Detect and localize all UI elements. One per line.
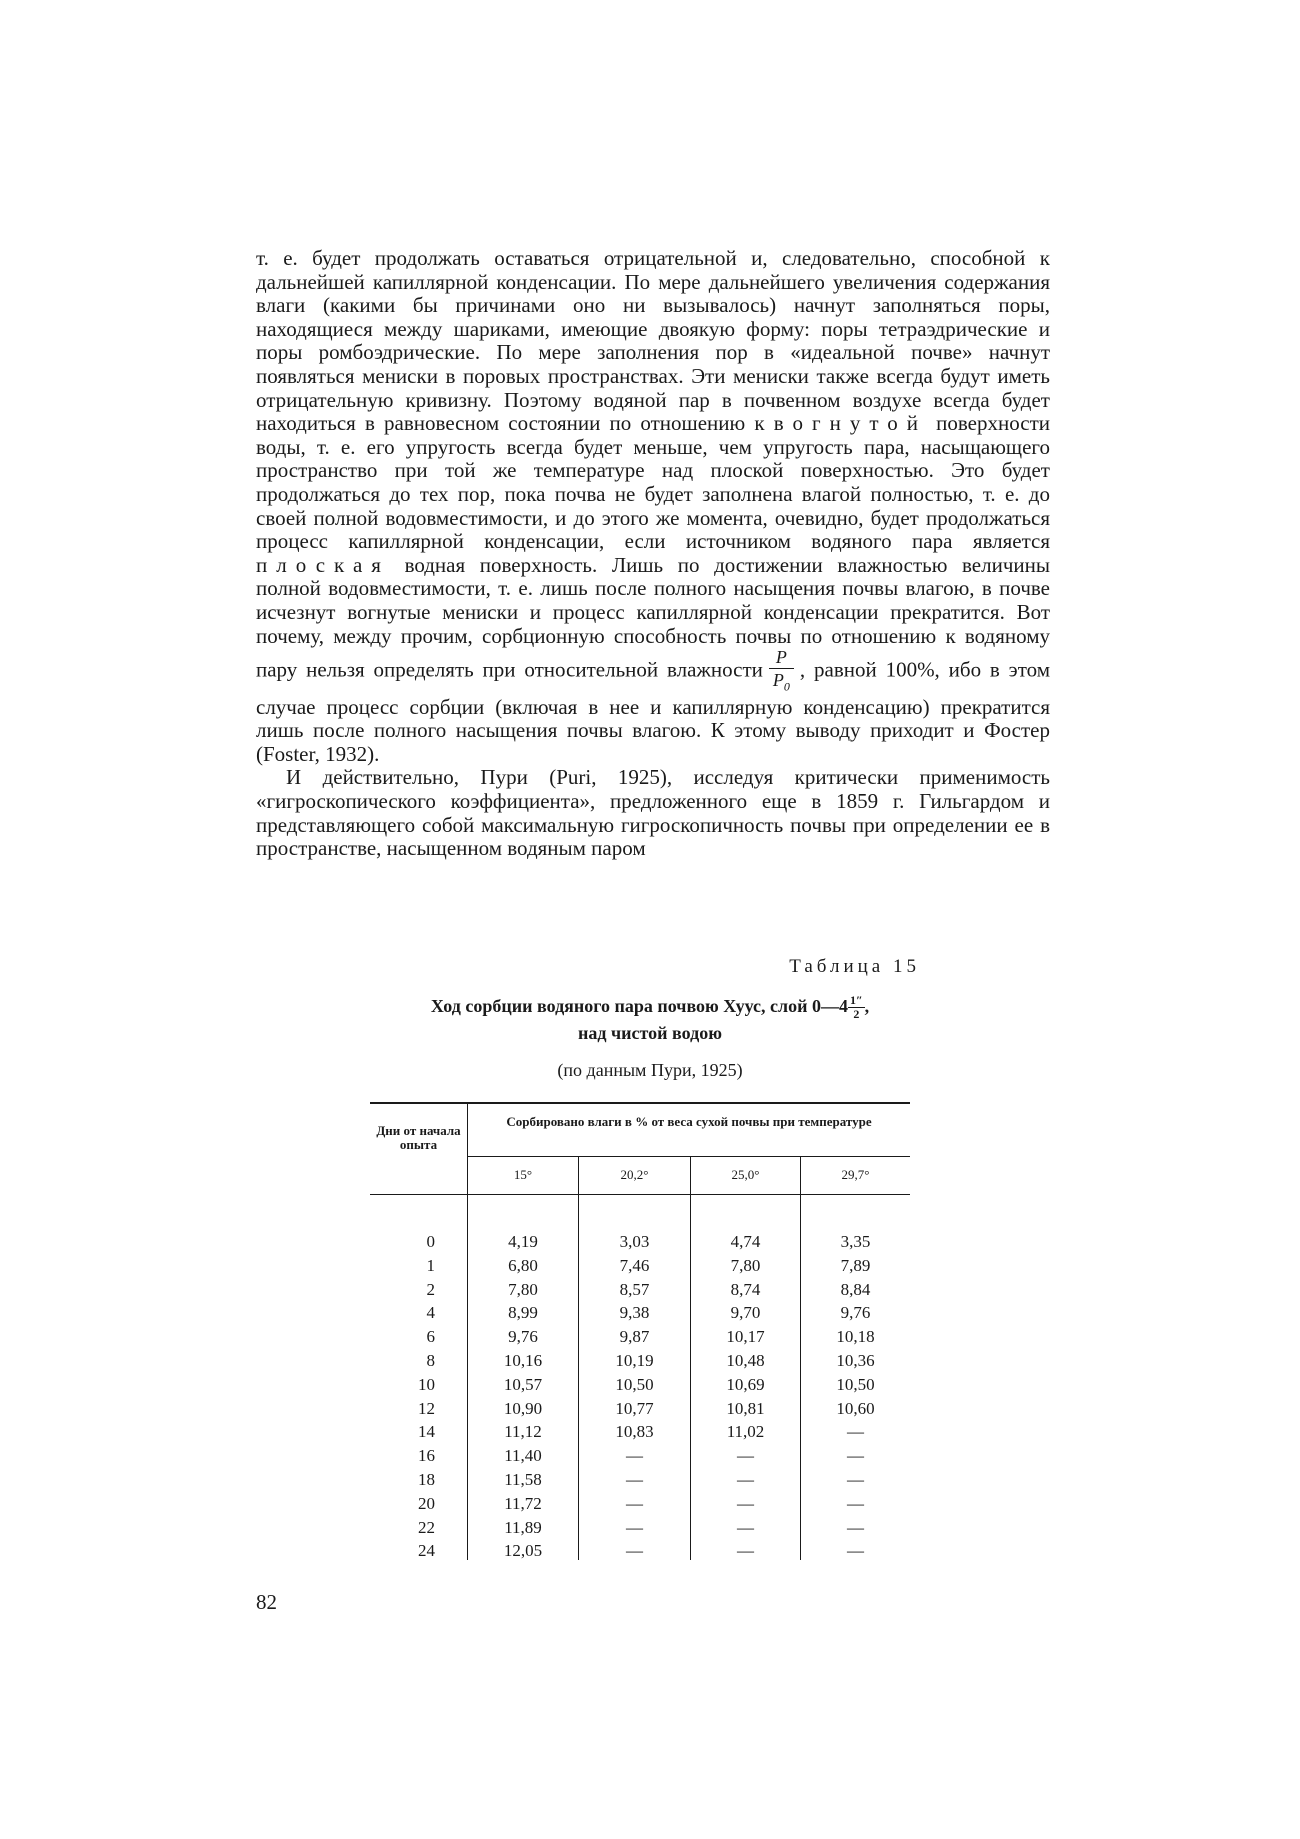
table-cell-value: — — [737, 1493, 754, 1513]
table-cell-value: 7,80 — [730, 1255, 761, 1275]
table-cell-value: 4,19 — [508, 1232, 538, 1251]
table-cell-days: 22 — [418, 1517, 435, 1537]
table-cell-value: — — [737, 1470, 754, 1489]
table-cell-value: 10,50 — [836, 1374, 875, 1394]
table-cell-value: — — [847, 1493, 864, 1513]
fraction-p-over-p0 — [769, 648, 794, 696]
table-cell-value: 9,76 — [508, 1327, 538, 1347]
table-cell-days: 10 — [418, 1374, 435, 1394]
fraction-denominator-base: P — [772, 670, 784, 691]
table-cell-value: 10,48 — [726, 1351, 765, 1370]
table-cell-days: 14 — [418, 1422, 435, 1442]
table-cell-value: 11,72 — [504, 1493, 542, 1513]
table-cell-value: 11,02 — [726, 1422, 765, 1442]
temp-header-2: 25,0° — [731, 1167, 760, 1182]
column-header-group: Сорбировано влаги в % от веса сухой почвы при температуре — [506, 1114, 872, 1129]
table-cell-value: 10,36 — [836, 1351, 875, 1370]
table-cell-value: 10,90 — [503, 1398, 543, 1418]
table-cell-value: — — [626, 1541, 643, 1561]
table-cell-value: 9,38 — [619, 1303, 650, 1323]
paragraph-1-part-2: поверхности воды, т. е. его упругость всегда будет меньше, чем упругость пара, насыщающего пространство при той же температуре над плоской поверхностью. Это будет продолжаться до тех пор, пока почва не будет заполнена влагой полностью, т. е. до своей полной водовместимости, и до этого же момента, очевидно, будет продолжаться процесс капиллярной конденсации, если источником водяного пара является — [256, 411, 1050, 554]
table-cell-value: — — [847, 1470, 864, 1489]
temp-header-1: 20,2° — [620, 1167, 649, 1182]
sorption-table — [370, 1102, 910, 1562]
table-cell-value: 9,87 — [619, 1327, 650, 1347]
temp-header-3: 29,7° — [841, 1167, 870, 1182]
table-cell-value: 11,40 — [504, 1446, 542, 1466]
table-cell-value: 10,19 — [615, 1351, 654, 1370]
table-cell-value: 7,80 — [508, 1279, 538, 1299]
table-top-rule — [370, 1102, 910, 1104]
table-cell-value: 11,12 — [504, 1422, 542, 1442]
table-cell-days: 16 — [418, 1446, 435, 1466]
table-cell-value: 10,81 — [726, 1398, 765, 1418]
table-title-fraction-den: 2 — [853, 1007, 860, 1022]
table-cell-value: — — [847, 1541, 864, 1561]
table-cell-value: 8,74 — [730, 1279, 761, 1299]
table-cell-days: 12 — [418, 1398, 435, 1418]
table-cell-value: 10,83 — [615, 1422, 654, 1442]
table-cell-value: — — [626, 1470, 643, 1489]
table-cell-value: — — [737, 1517, 754, 1537]
table-cell-value: 9,70 — [730, 1303, 761, 1323]
table-cell-value: 12,05 — [503, 1541, 543, 1561]
table-cell-value: 3,03 — [619, 1232, 650, 1251]
table-cell-value: 10,69 — [726, 1374, 765, 1394]
table-cell-value: 6,80 — [508, 1255, 538, 1275]
table-cell-value: — — [737, 1446, 754, 1466]
paragraph-1 — [256, 247, 1050, 766]
table-cell-value: — — [847, 1422, 864, 1442]
table-cell-value: — — [626, 1446, 643, 1466]
table-title-line-2: над чистой водою — [578, 1023, 722, 1044]
table-header-rule — [370, 1194, 910, 1195]
table-cell-value: — — [626, 1517, 643, 1537]
spaced-word-flat: плоская — [256, 552, 390, 577]
spaced-word-concave: вогнутой — [773, 411, 927, 436]
table-cell-days: 24 — [418, 1541, 435, 1561]
table-cell-value: 8,57 — [619, 1279, 650, 1299]
table-cell-value: — — [847, 1446, 864, 1466]
table-group-rule — [468, 1156, 910, 1157]
table-cell-value: 3,35 — [840, 1232, 871, 1251]
main-text — [256, 247, 1050, 861]
table-cell-days: 4 — [426, 1303, 435, 1323]
table-cell-value: 4,74 — [730, 1232, 761, 1251]
table-title-fraction — [848, 994, 865, 1021]
table-title-part-1: Ход сорбции водяного пара почвою Хуус, слой 0—4 — [430, 996, 849, 1016]
table-cell-value: 10,77 — [615, 1398, 654, 1418]
table-cell-value: 7,46 — [619, 1255, 650, 1275]
table-number: Таблица 15 — [789, 956, 920, 977]
table-cell-value: 10,16 — [503, 1351, 543, 1370]
table-cell-days: 2 — [426, 1279, 435, 1299]
table-cell-days: 18 — [418, 1470, 435, 1489]
temp-header-0: 15° — [513, 1167, 533, 1182]
table-cell-value: 10,50 — [615, 1374, 654, 1394]
table-cell-days: 6 — [426, 1327, 435, 1347]
table-cell-value: 10,57 — [503, 1374, 543, 1394]
table-cell-value: 8,84 — [840, 1279, 871, 1299]
table-cell-value: 8,99 — [508, 1303, 538, 1323]
table-title — [300, 994, 1000, 1045]
table-cell-days: 8 — [426, 1351, 435, 1370]
fraction-numerator: P — [769, 648, 794, 669]
fraction-denominator — [769, 669, 794, 696]
table-title-part-2: , — [864, 996, 870, 1016]
table-cell-value: 10,18 — [836, 1327, 875, 1347]
table-cell-value: 11,89 — [504, 1517, 542, 1537]
table-cell-days: 1 — [426, 1255, 435, 1275]
table-cell-value: — — [626, 1493, 643, 1513]
table-cell-value: — — [737, 1541, 754, 1561]
table-source: (по данным Пури, 1925) — [557, 1060, 743, 1080]
table-cell-value: 10,60 — [836, 1398, 875, 1418]
table-cell-value: — — [847, 1517, 864, 1537]
table-cell-value: 9,76 — [840, 1303, 871, 1323]
table-cell-value: 10,17 — [726, 1327, 765, 1347]
paragraph-1-part-1: т. е. будет продолжать оставаться отрицательной и, следовательно, способной к дальнейшей капиллярной конденсации. По мере дальнейшего увеличения содержания влаги (какими бы причинами оно ни вызывалось) начнут заполняться поры, находящиеся между шариками, имеющие двоякую форму: поры тетраэдрические и поры ромбоэдрические. По мере заполнения пор в «идеальной почве» начнут появляться мениски в поровых пространствах. Эти мениски также всегда будут иметь отрицательную кривизну. Поэтому водяной пар в почвенном воздухе всегда будет находиться в равновесном состоянии по отношению к — [256, 246, 1050, 436]
column-header-days: Дни от начала опыта — [376, 1123, 461, 1152]
table-title-fraction-num: 1″ — [850, 993, 863, 1008]
paragraph-1-part-4: , равной 100%, ибо в этом случае процесс сорбции (включая в нее и капиллярную конденсацию) прекратится лишь после полного насыщения почвы влагою. К этому выводу приходит и Фостер (Foster, 1932). — [256, 657, 1050, 766]
table-cell-value: 7,89 — [840, 1255, 871, 1275]
table-cell-days: 0 — [426, 1232, 435, 1251]
page-number: 82 — [256, 1590, 277, 1614]
table-cell-days: 20 — [418, 1493, 435, 1513]
fraction-denominator-subscript: 0 — [783, 679, 790, 694]
table-cell-value: 11,58 — [504, 1470, 542, 1489]
paragraph-1-part-3: водная поверхность. Лишь по достижении влажностью величины полной водовместимости, т. е. лишь после полного насыщения почвы влагою, в почве исчезнут вогнутые мениски и процесс капиллярной конденсации прекратится. Вот почему, между прочим, сорбционную способность почвы по отношению к водяному пару нельзя определять при относительной влажности — [256, 552, 1050, 682]
paragraph-2: И действительно, Пури (Puri, 1925), исследуя критически применимость «гигроскопического коэффициента», предложенного еще в 1859 г. Гильгардом и представляющего собой максимальную гигроскопичность почвы при определении ее в пространстве, насыщенном водяным паром — [256, 765, 1050, 861]
